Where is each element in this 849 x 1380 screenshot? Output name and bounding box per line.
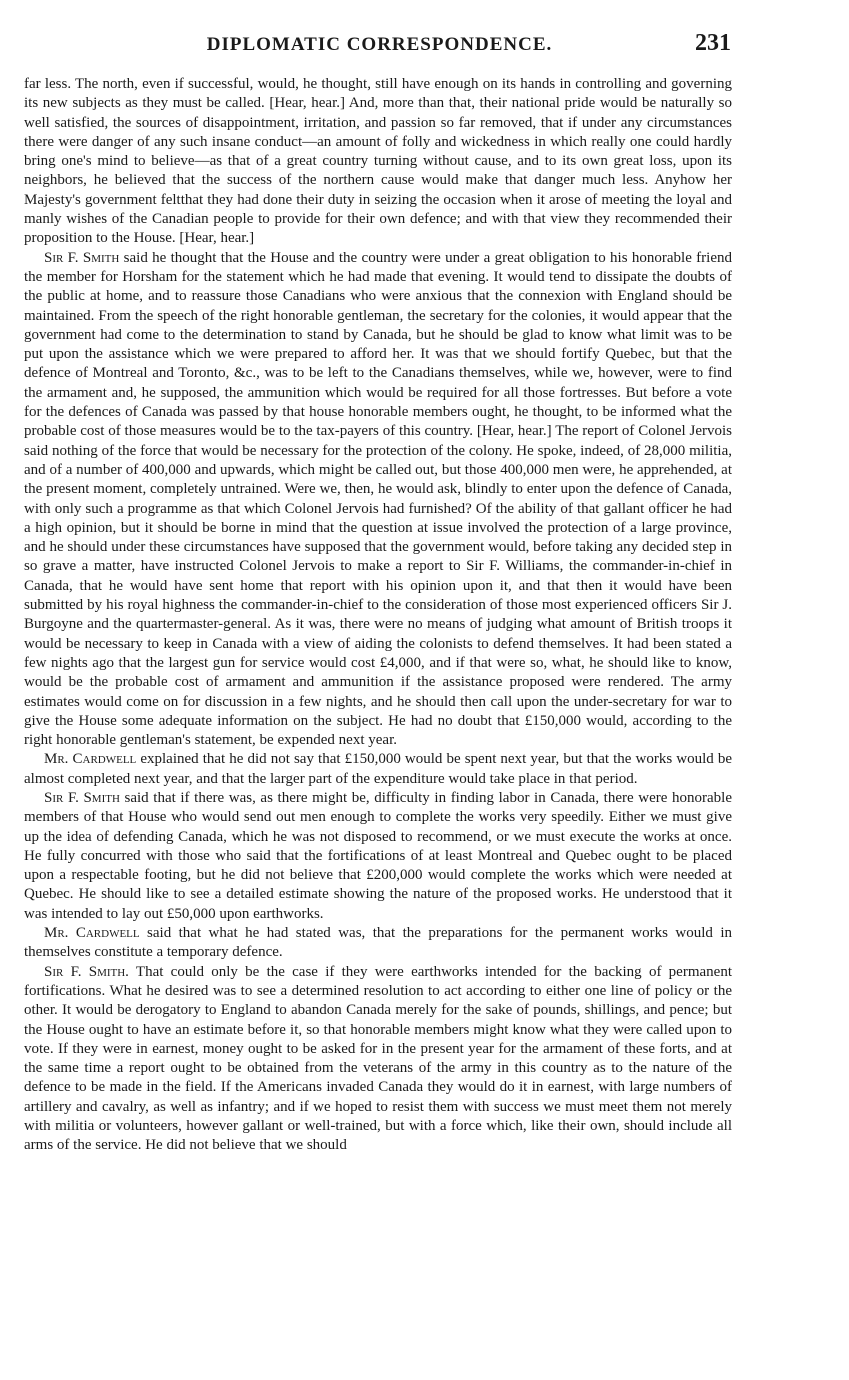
body-text bbox=[24, 75, 732, 1156]
paragraph-3 bbox=[24, 750, 732, 789]
page-header bbox=[24, 30, 731, 57]
speaker-name: Sir F. Smith bbox=[44, 249, 120, 266]
paragraph-text: said that if there was, as there might be, difficulty in finding labor in Canada, there were honorable members of that House who would send out men enough to complete the works very speedily. Either we must give up the idea of defending Canada, which he was not disposed to recommend, or we must execute the works at once. He fully concurred with those who said that the fortifications of at least Montreal and Quebec ought to be placed upon a respectable footing, but he did not believe that £200,000 would complete the works which were needed at Quebec. He should like to see a detailed estimate showing the nature of the proposed works. He understood that it was intended to lay out £50,000 upon earthworks. bbox=[24, 789, 732, 922]
speaker-name: Sir F. Smith. bbox=[44, 963, 129, 980]
paragraph-text: far less. The north, even if successful, would, he thought, still have enough on its hands in controlling and governing its new subjects as they must be called. [Hear, hear.] And, more than that, their national pride would be naturally so well satisfied, the sources of disappointment, irritation, and passion so far removed, that if under any circumstances there were danger of any such insane conduct—an amount of folly and wickedness in which really one could hardly bring one's mind to believe—as that of a great country turning without cause, and to its own great loss, upon its neighbors, he believed that the success of the northern cause would make that danger much less. Anyhow her Majesty's government feltthat they had done their duty in seizing the occasion when it arose of meeting the loyal and manly wishes of the Canadian people to provide for their own defence; and with that view they recommended their proposition to the House. [Hear, hear.] bbox=[24, 76, 732, 247]
paragraph-2 bbox=[24, 249, 732, 751]
paragraph-text: said he thought that the House and the country were under a great obligation to his honorable friend the member for Horsham for the statement which he had made that evening. It would tend to dissipate the doubts of the public at home, and to reassure those Canadians who were anxious that the connexion with England should be maintained. From the speech of the right honorable gentleman, the secretary for the colonies, it would appear that the government had come to the determination to stand by Canada, but he should be glad to know what limit was to be put upon the assistance which we were prepared to afford her. It was that we should fortify Quebec, but that the defence of Montreal and Toronto, &c., was to be left to the Canadians themselves, while we, however, were to find the armament and, he supposed, the ammunition which would be required for all those fortresses. But before a vote for the defences of Canada was passed by that house honorable members ought, he thought, to be informed what the probable cost of those measures would be to the tax-payers of this country. [Hear, hear.] The report of Colonel Jervois said nothing of the force that would be necessary for the protection of the colony. He spoke, indeed, of 28,000 militia, and of a number of 400,000 and upwards, which might be called out, but those 400,000 men were, he apprehended, at the present moment, completely untrained. Were we, then, he would ask, blindly to enter upon the defence of Canada, with only such a programme as that which Colonel Jervois had furnished? Of the ability of that gallant officer he had a high opinion, but it should be borne in mind that the question at issue involved the protection of a large province, and he should under these circumstances have supposed that the government would, before taking any decided step in so grave a matter, have instructed Colonel Jervois to make a report to Sir F. Williams, the commander-in-chief in Canada, that he would have sent home that report with his opinion upon it, and that then it would have been submitted by his royal highness the commander-in-chief to the consideration of those most experienced officers Sir J. Burgoyne and the quartermaster-general. As it was, there were no means of judging what amount of British troops it would be necessary to keep in Canada with a view of aiding the colonists to defend themselves. It had been stated a few nights ago that the largest gun for service would cost £4,000, and if that were so, what, he should like to know, would be the probable cost of armament and ammunition if the assistance proposed were rendered. The army estimates would come on for discussion in a few nights, and he should then call upon the under-secretary for war to give the House some adequate information on the subject. He had no doubt that £150,000 would, according to the right honorable gentleman's statement, be expended next year. bbox=[24, 249, 732, 749]
paragraph-text: explained that he did not say that £150,000 would be spent next year, but that the works would be almost completed next year, and that the larger part of the expenditure would take place in that period. bbox=[24, 751, 732, 787]
paragraph-5 bbox=[24, 924, 732, 963]
paragraph-4 bbox=[24, 789, 732, 924]
paragraph-text: That could only be the case if they were earthworks intended for the backing of permanent fortifications. What he desired was to see a determined resolution to act according to either one line of policy or the other. It would be derogatory to England to abandon Canada merely for the sake of pounds, shillings, and pence; but the House ought to have an estimate before it, so that honorable members might know what they were called upon to vote. If they were in earnest, money ought to be asked for in the present year for the armament of these forts, and at the same time a report ought to be obtained from the veterans of the army in this country as to the nature of the defence to be made in the field. If the Americans invaded Canada they would do it in earnest, with large numbers of artillery and cavalry, as well as infantry; and if we hoped to resist them with success we must meet them not merely with militia or volunteers, however gallant or well-trained, but with a force which, like their own, should include all arms of the service. He did not believe that we should bbox=[24, 963, 732, 1154]
speaker-name: Sir F. Smith bbox=[44, 789, 120, 806]
paragraph-6 bbox=[24, 963, 732, 1156]
speaker-name: Mr. Cardwell bbox=[44, 925, 140, 942]
running-title: DIPLOMATIC CORRESPONDENCE. bbox=[206, 34, 553, 55]
paragraph-1 bbox=[24, 75, 732, 249]
paragraph-text: said that what he had stated was, that the preparations for the permanent works would in themselves constitute a temporary defence. bbox=[24, 925, 732, 961]
speaker-name: Mr. Cardwell bbox=[44, 751, 137, 768]
page-number: 231 bbox=[695, 30, 731, 56]
